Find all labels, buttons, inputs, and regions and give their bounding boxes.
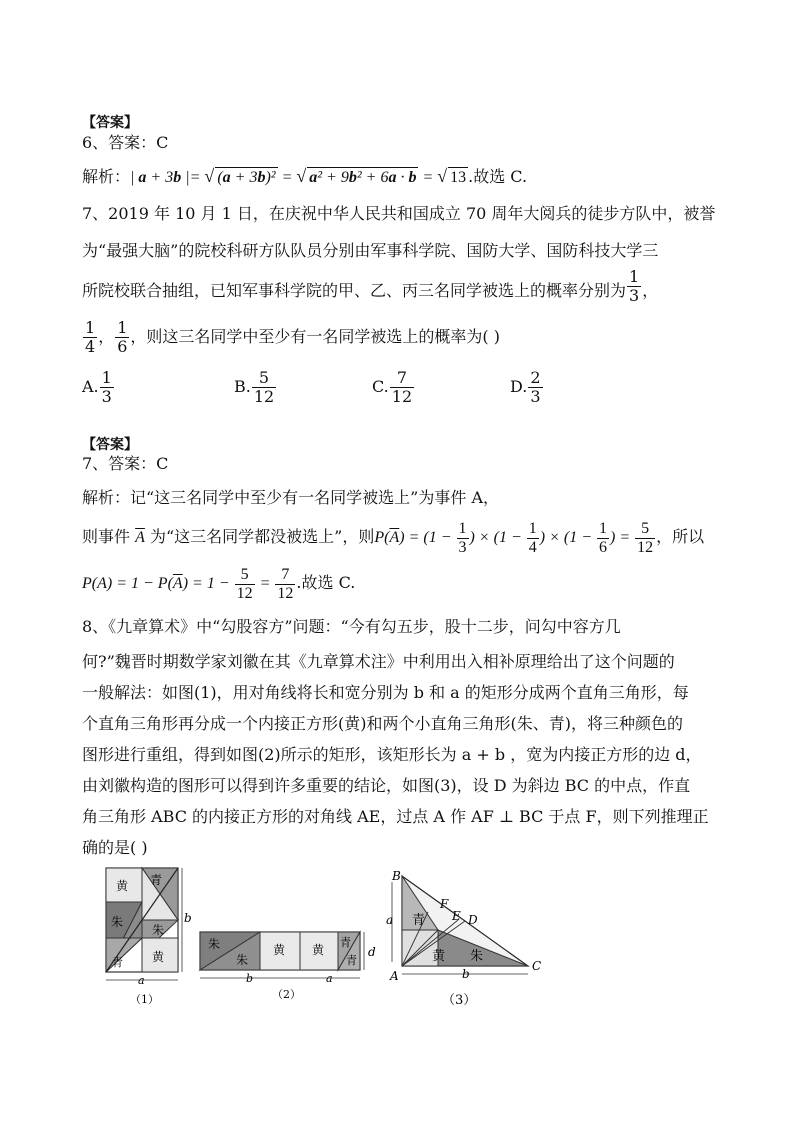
fig3-label-a: a	[386, 913, 394, 927]
fig2-red-2: 朱	[236, 953, 249, 967]
figure-3	[380, 862, 550, 1012]
q6-analysis-tail: .故选 C.	[468, 167, 528, 186]
fig1-label-a: a	[138, 974, 145, 987]
option-c[interactable]: C. $\frac{7}{12}$	[372, 368, 413, 406]
fig2-red-1: 朱	[208, 937, 221, 951]
fig3-point-b: B	[392, 869, 401, 883]
q6-answer: 6、答案：C	[82, 133, 169, 152]
fig1-green-top: 青	[150, 873, 163, 887]
fig3-point-e: E	[452, 909, 461, 923]
q8-line7: 角三角形 ABC 的内接正方形的对角线 AE，过点 A 作 AF ⊥ BC 于点 F，则下列推理正	[82, 807, 709, 826]
q7-line1: 7、2019 年 10 月 1 日，在庆祝中华人民共和国成立 70 周年大阅兵的徒步方队中，被誉	[82, 204, 716, 223]
q8-line1: 8、《九章算术》中“勾股容方”问题：“今有勾五步，股十二步，问勾中容方几	[82, 617, 621, 636]
fraction-1-3: $\frac{1}{3}$	[629, 267, 640, 305]
q7-analysis1: 解析：记“这三名同学中至少有一名同学被选上”为事件 A，	[82, 488, 500, 507]
figure-1	[96, 862, 196, 1012]
figure-2	[196, 928, 386, 1014]
fig1-caption: （1）	[130, 993, 159, 1006]
q6-analysis-prefix: 解析：	[82, 167, 131, 186]
fig3-green: 青	[412, 913, 426, 928]
answer-tag-7: 【答案】	[82, 437, 138, 453]
q8-line4: 个直角三角形再分成一个内接正方形(黄)和两个小直角三角形(朱、青)，将三种颜色的	[82, 714, 683, 733]
fig1-yellow-bottom: 黄	[152, 950, 165, 964]
fig3-yellow: 黄	[432, 949, 446, 964]
fig2-label-b: b	[246, 972, 254, 985]
fig1-green-bottom: 青	[112, 956, 123, 969]
option-b[interactable]: B. $\frac{5}{12}$	[234, 368, 275, 406]
q8-line8: 确的是( )	[82, 838, 148, 857]
fig2-yellow-1: 黄	[273, 943, 286, 957]
fig3-red: 朱	[470, 949, 484, 964]
fig2-caption: （2）	[272, 988, 301, 1001]
fig3-point-a: A	[390, 969, 399, 983]
q7-answer: 7、答案：C	[82, 454, 169, 473]
q7-line3-text: 所院校联合抽组，已知军事科学院的甲、乙、丙三名同学被选上的概率分别为	[82, 281, 627, 300]
fig1-label-b: b	[184, 911, 192, 925]
q6-analysis	[82, 166, 527, 188]
answer-tag-6: 【答案】	[82, 115, 138, 131]
fig3-point-c: C	[532, 959, 542, 973]
q7-line2: 为“最强大脑”的院校科研方队队员分别由军事科学院、国防大学、国防科技大学三	[82, 241, 659, 260]
fig2-green-1: 青	[340, 936, 351, 949]
fig1-red-2: 朱	[152, 923, 165, 937]
q8-line6: 由刘徽构造的图形可以得到许多重要的结论，如图(3)，设 D 为斜边 BC 的中点，作直	[82, 776, 691, 795]
q7-formula-2: $P(A) = 1 - P(\overline{A}) = 1$ − $\frac{5}{12}$ = $\frac{7}{12}$	[82, 565, 294, 602]
fraction-1-6: $\frac{1}{6}$	[117, 318, 128, 356]
q7-line4: $\frac{1}{4}$ ， $\frac{1}{6}$ ，则这三名同学中至少有一名同学被选上的概率为( )	[85, 318, 500, 356]
q6-formula: | a + 3b |= √ (a + 3b)² = √ a² + 9b² + 6a · b = √ 13	[130, 166, 467, 186]
fig2-yellow-2: 黄	[312, 943, 325, 957]
fig2-green-2: 青	[346, 954, 357, 967]
fig3-point-d: D	[468, 913, 478, 927]
q7-analysis3: $P(A) = 1 - P(\overline{A}) = 1$ − $\frac{5}{12}$ = $\frac{7}{12}$ .故选 C.	[82, 565, 356, 602]
event-a-complement: $\overline{A}$	[135, 529, 145, 546]
q8-line3: 一般解法：如图(1)，用对角线将长和宽分别为 b 和 a 的矩形分成两个直角三角形，每	[82, 683, 689, 702]
fig3-label-b: b	[462, 967, 470, 981]
q7-line4-tail: ，则这三名同学中至少有一名同学被选上的概率为( )	[130, 327, 500, 346]
fraction-1-4: $\frac{1}{4}$	[85, 318, 96, 356]
q7-line3: 所院校联合抽组，已知军事科学院的甲、乙、丙三名同学被选上的概率分别为 $\frac{1}{3}$ ，	[82, 267, 659, 305]
q8-line5: 图形进行重组，得到如图(2)所示的矩形，该矩形长为 a + b ，宽为内接正方形的边 d，	[82, 745, 702, 764]
fig2-label-a: a	[326, 972, 333, 985]
q7-formula-1: $P(\overline{A}) = (1$ − $\frac{1}{3}$ ) × (1 − $\frac{1}{4}$ ) × (1 − $\frac{1}{6}$ ) = $\frac{5}{12}$	[374, 519, 654, 556]
q7-analysis2: 则事件 $\overline{A}$ 为“这三名同学都没被选上”，则$P(\overline{A}) = (1$ − $\frac{1}{3}$ ) × (1 − $\frac{1}{4}$ ) × (1 − $\frac{1}{6}$ ) = $\frac{5}{12}$ ，所以	[82, 519, 705, 556]
option-d[interactable]: D. $\frac{2}{3}$	[510, 368, 541, 406]
fig2-label-d: d	[368, 945, 376, 959]
q8-line2: 何?”魏晋时期数学家刘徽在其《九章算术注》中利用出入相补原理给出了这个问题的	[82, 652, 675, 671]
fig1-yellow-top: 黄	[116, 879, 129, 893]
fig3-caption: （3）	[442, 993, 477, 1008]
option-a[interactable]: A. $\frac{1}{3}$	[82, 368, 112, 406]
fig3-point-f: F	[440, 897, 449, 911]
fig1-red: 朱	[111, 915, 124, 929]
